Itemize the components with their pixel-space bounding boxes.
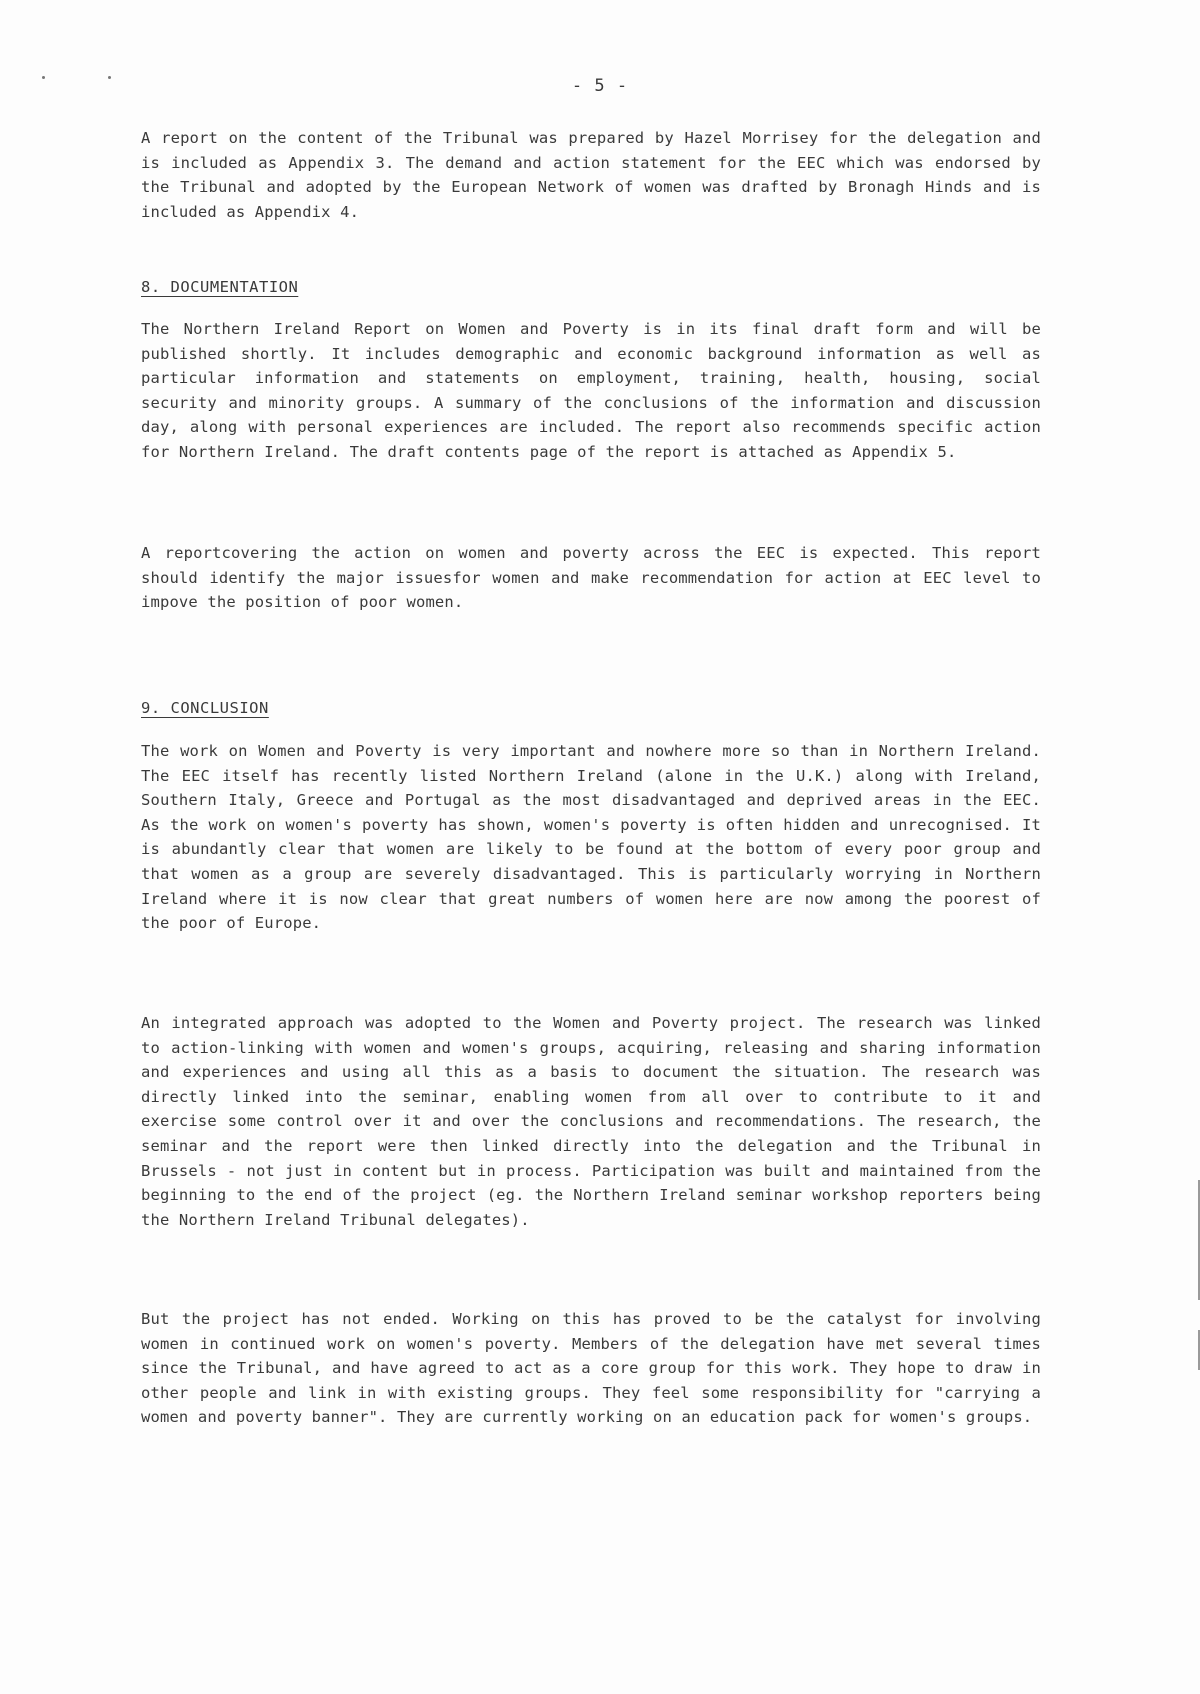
conclusion-paragraph: An integrated approach was adopted to the Women and Poverty project. The research was linked to action-linking with women and women's groups, acquiring, releasing and sharing information and experiences and using all this as a basis to document the situation. The research was directly linked into the seminar, enabling women from all over to contribute to it and exercise some control over it and over the conclusions and recommendations. The research, the seminar and the report were then linked directly into the delegation and the Tribunal in Brussels - not just in content but in process. Participation was built and maintained from the beginning to the end of the project (eg. the Northern Ireland seminar workshop reporters being the Northern Ireland Tribunal delegates). [141,1014,1041,1229]
section-heading-documentation: 8. DOCUMENTATION [141,278,299,296]
section-documentation [141,275,1041,299]
appendix-intro-paragraph: A report on the content of the Tribunal was prepared by Hazel Morrisey for the delegation and is included as Appendix 3. The demand and action statement for the EEC which was endorsed by the Tribunal and adopted by the European Network of women was drafted by Bronagh Hinds and is included as Appendix 4. [141,129,1041,221]
documentation-paragraph: A reportcovering the action on women and poverty across the EEC is expected. This report should identify the major issuesfor women and make recommendation for action at EEC level to impove the position of poor women. [141,544,1041,612]
section-heading-conclusion: 9. CONCLUSION [141,699,269,717]
conclusion-paragraph-3-block [141,1307,1041,1430]
conclusion-paragraph-2-block [141,1011,1041,1232]
page-number: - 5 - [571,76,629,96]
appendix-intro-block [141,126,1041,224]
conclusion-paragraph: But the project has not ended. Working on this has proved to be the catalyst for involving women in continued work on women's poverty. Members of the delegation have met several times since the Tribunal, and have agreed to act as a core group for this work. They hope to draw in other people and link in with existing groups. They feel some responsibility for "carrying a women and poverty banner". They are currently working on an education pack for women's groups. [141,1310,1041,1427]
conclusion-paragraph-1-block [141,739,1041,936]
documentation-paragraph-2-block [141,541,1041,615]
documentation-paragraph-1-block [141,317,1041,465]
documentation-paragraph: The Northern Ireland Report on Women and Poverty is in its final draft form and will be published shortly. It includes demographic and economic background information as well as particular information and statements on employment, training, health, housing, social security and minority groups. A summary of the conclusions of the information and discussion day, along with personal experiences are included. The report also recommends specific action for Northern Ireland. The draft contents page of the report is attached as Appendix 5. [141,320,1041,461]
section-conclusion [141,696,1041,720]
conclusion-paragraph: The work on Women and Poverty is very important and nowhere more so than in Northern Ireland. The EEC itself has recently listed Northern Ireland (alone in the U.K.) along with Ireland, Southern Italy, Greece and Portugal as the most disadvantaged and deprived areas in the EEC. As the work on women's poverty has shown, women's poverty is often hidden and unrecognised. It is abundantly clear that women are likely to be found at the bottom of every poor group and that women as a group are severely disadvantaged. This is particularly worrying in Northern Ireland where it is now clear that great numbers of women here are now among the poorest of the poor of Europe. [141,742,1041,933]
